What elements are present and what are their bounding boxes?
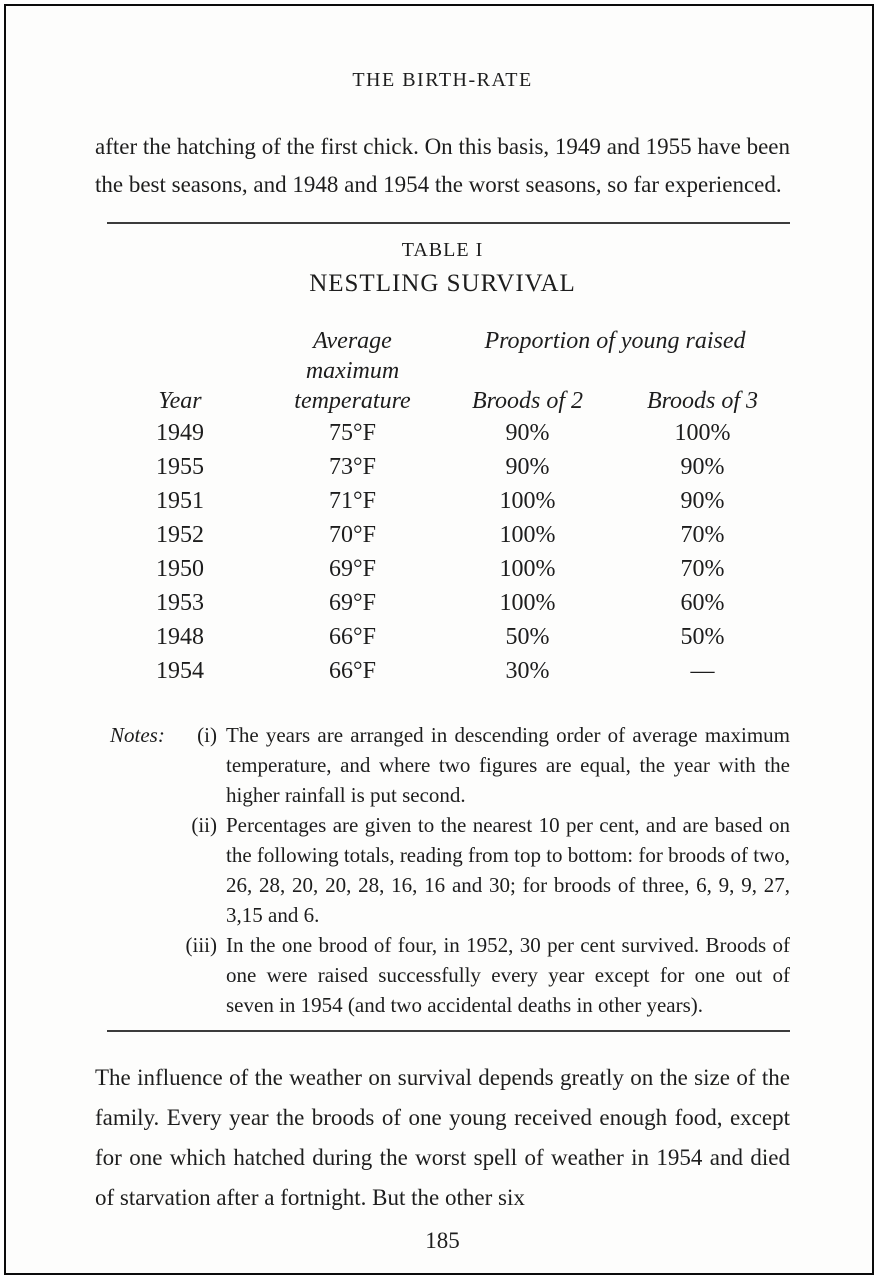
year-cell: 1955 <box>156 454 204 480</box>
notes-section <box>95 720 790 1020</box>
table-header-row-1 <box>95 326 790 386</box>
page-number: 185 <box>425 1228 460 1253</box>
note-text: The years are arranged in descending order of average maximum temperature, and where two figures are equal, the year with the higher rainfall is put second. <box>226 723 790 807</box>
table-row <box>95 552 790 586</box>
closing-paragraph: The influence of the weather on survival depends greatly on the size of the family. Every year the broods of one young received enough food, except for one which hatched during the worst spell of weather in 1954 and died of starvation after a fortnight. But the other six <box>95 1065 790 1210</box>
temp-cell: 69°F <box>329 590 376 616</box>
table-row <box>95 518 790 552</box>
note-item <box>110 720 790 810</box>
broods3-cell: 90% <box>680 454 725 480</box>
running-header: THE BIRTH-RATE <box>352 69 533 91</box>
year-cell: 1950 <box>156 556 204 582</box>
note-item <box>110 810 790 930</box>
page-content <box>6 68 872 1256</box>
broods3-cell: 70% <box>680 522 725 548</box>
intro-paragraph: after the hatching of the first chick. On this basis, 1949 and 1955 have been the best seasons, and 1948 and 1954 the worst seasons, so far experienced. <box>95 134 790 197</box>
broods2-cell: 100% <box>499 590 556 616</box>
year-cell: 1951 <box>156 488 204 514</box>
year-cell: 1948 <box>156 624 204 650</box>
temp-cell: 66°F <box>329 658 376 684</box>
broods3-cell: 100% <box>674 420 731 446</box>
broods2-cell: 50% <box>505 624 550 650</box>
broods3-cell: 60% <box>680 590 725 616</box>
table-header-row-2 <box>95 386 790 416</box>
broods2-cell: 100% <box>499 556 556 582</box>
table-title: NESTLING SURVIVAL <box>309 270 576 297</box>
table-rule-top <box>107 222 790 224</box>
note-number: (i) <box>197 723 217 747</box>
header-broods3: Broods of 3 <box>646 388 759 414</box>
note-text: In the one brood of four, in 1952, 30 per cent survived. Broods of one were raised successfully every year except for one out of seven in 1954 (and two accidental deaths in other years). <box>226 933 790 1017</box>
note-text: Percentages are given to the nearest 10 per cent, and are based on the following totals, reading from top to bottom: for broods of two, 26, 28, 20, 20, 28, 16, 16 and 30; for broods of three, 6, 9, 9, 27, 3,15 and 6. <box>226 813 791 927</box>
broods3-cell: 70% <box>680 556 725 582</box>
temp-cell: 69°F <box>329 556 376 582</box>
temp-cell: 70°F <box>329 522 376 548</box>
table-row <box>95 654 790 688</box>
header-temp-line1: Average maximum <box>305 328 400 384</box>
header-year: Year <box>158 388 202 414</box>
note-number: (ii) <box>191 813 217 837</box>
table-label: TABLE I <box>401 239 484 261</box>
note-number: (iii) <box>185 933 217 957</box>
broods3-cell: 90% <box>680 488 725 514</box>
year-cell: 1954 <box>156 658 204 684</box>
table-row <box>95 586 790 620</box>
table-row <box>95 450 790 484</box>
header-group: Proportion of young raised <box>484 328 746 354</box>
broods3-cell: — <box>690 658 715 684</box>
broods2-cell: 90% <box>505 454 550 480</box>
header-spacer <box>95 326 265 386</box>
year-cell: 1952 <box>156 522 204 548</box>
table-row <box>95 620 790 654</box>
temp-cell: 66°F <box>329 624 376 650</box>
broods3-cell: 50% <box>680 624 725 650</box>
temp-cell: 73°F <box>329 454 376 480</box>
broods2-cell: 30% <box>505 658 550 684</box>
broods2-cell: 100% <box>499 488 556 514</box>
book-page <box>4 4 874 1275</box>
note-item <box>110 930 790 1020</box>
header-broods2: Broods of 2 <box>471 388 584 414</box>
year-cell: 1949 <box>156 420 204 446</box>
notes-label-spacer <box>110 810 166 930</box>
temp-cell: 75°F <box>329 420 376 446</box>
broods2-cell: 100% <box>499 522 556 548</box>
notes-label-spacer <box>110 930 166 1020</box>
table-rule-bottom <box>107 1030 790 1032</box>
table-row <box>95 416 790 450</box>
nestling-survival-table <box>95 326 790 688</box>
header-temp-line2: temperature <box>294 388 411 414</box>
broods2-cell: 90% <box>505 420 550 446</box>
notes-label: Notes: <box>110 723 165 747</box>
table-row <box>95 484 790 518</box>
year-cell: 1953 <box>156 590 204 616</box>
temp-cell: 71°F <box>329 488 376 514</box>
